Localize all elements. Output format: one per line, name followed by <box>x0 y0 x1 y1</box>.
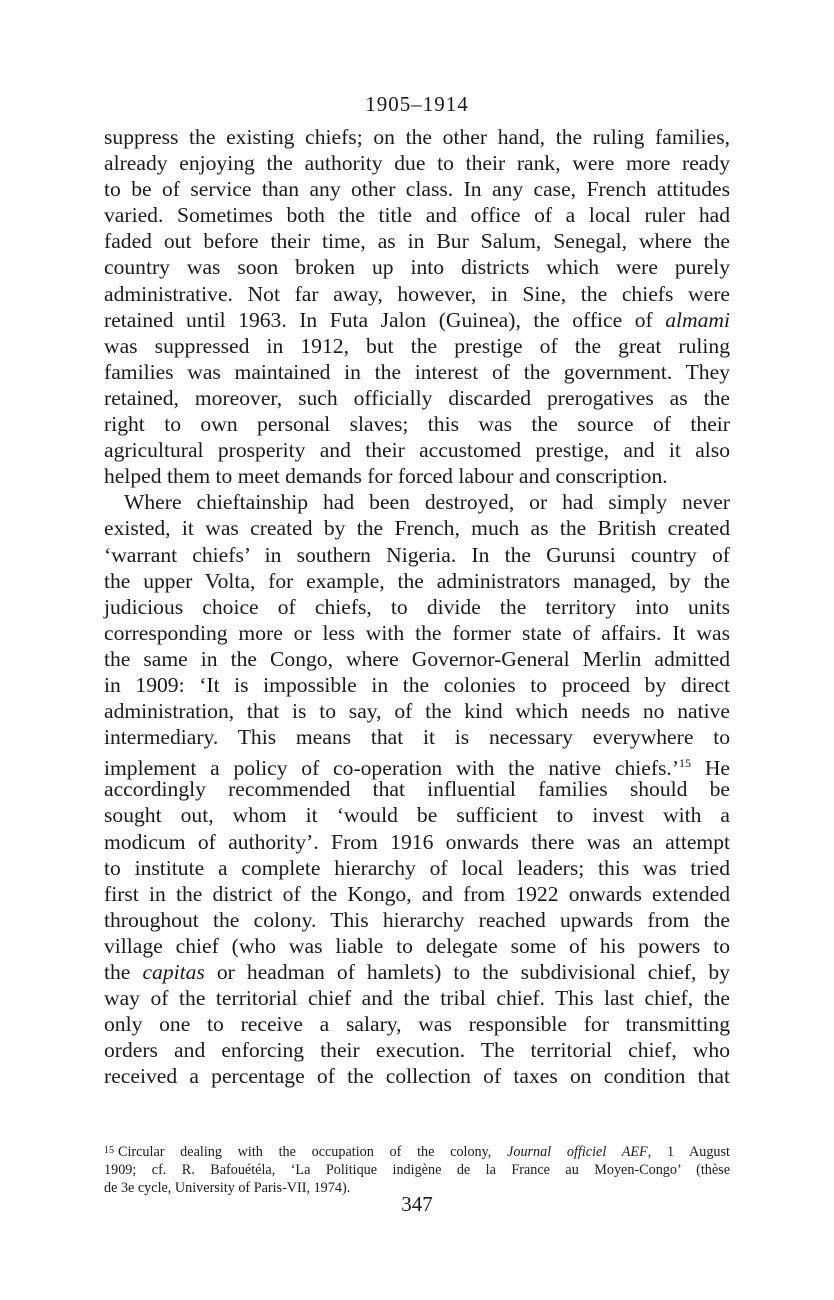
footnote-reference: 15 <box>104 1145 114 1156</box>
text-line: Where chieftainship had been destroyed, or had simply never <box>124 490 730 515</box>
text-line: existed, it was created by the French, much as the British created <box>104 516 730 541</box>
text-line: suppress the existing chiefs; on the other hand, the ruling families, <box>104 125 730 149</box>
text-line: country was soon broken up into districts which were purely <box>104 255 730 280</box>
text-line: families was maintained in the interest of the government. They <box>104 359 730 384</box>
text-line: helped them to meet demands for forced labour and conscription. <box>104 464 668 489</box>
text-line: varied. Sometimes both the title and office of a local ruler had <box>104 203 730 228</box>
text-line: administration, that is to say, of the kind which needs no native <box>104 699 730 724</box>
text-segment: or headman of hamlets) to the subdivisional chief, by <box>204 960 731 984</box>
italic-term: capitas <box>142 960 205 984</box>
text-line: village chief (who was liable to delegate some of his powers to <box>104 933 730 958</box>
text-line: received a percentage of the collection of taxes on condition that <box>104 1064 730 1089</box>
text-segment: the <box>104 960 143 984</box>
text-line: ‘warrant chiefs’ in southern Nigeria. In the Gurunsi country of <box>104 542 730 567</box>
text-line: agricultural prosperity and their accustomed prestige, and it also <box>104 438 730 463</box>
text-line: retained, moreover, such officially discarded prerogatives as the <box>104 385 730 410</box>
text-segment: implement a policy of co-operation with the native chiefs.’ <box>104 756 680 781</box>
text-line: orders and enforcing their execution. The territorial chief, who <box>104 1038 730 1063</box>
text-line: administrative. Not far away, however, in Sine, the chiefs were <box>104 281 730 306</box>
text-line: corresponding more or less with the former state of affairs. It was <box>104 620 730 645</box>
text-line: only one to receive a salary, was responsible for transmitting <box>104 1012 730 1037</box>
text-line: way of the territorial chief and the tribal chief. This last chief, the <box>104 986 730 1011</box>
text-line: accordingly recommended that influential families should be <box>104 777 730 802</box>
text-line: the same in the Congo, where Governor-General Merlin admitted <box>104 646 730 671</box>
text-line: in 1909: ‘It is impossible in the colonies to proceed by direct <box>104 672 730 697</box>
text-line <box>104 307 730 333</box>
text-segment: retained until 1963. In Futa Jalon (Guinea), the office of <box>104 307 666 332</box>
text-segment: de 3e cycle, University of Paris-VII, 1974). <box>104 1180 351 1196</box>
text-line: to be of service than any other class. In any case, French attitudes <box>104 177 730 202</box>
text-line: intermediary. This means that it is necessary everywhere to <box>104 725 730 750</box>
text-line: already enjoying the authority due to their rank, were more ready <box>104 151 730 176</box>
text-line: judicious choice of chiefs, to divide the territory into units <box>104 594 730 619</box>
text-segment: Circular dealing with the occupation of the colony, <box>118 1144 508 1160</box>
footnote-reference: 15 <box>679 756 692 771</box>
text-line <box>104 959 730 985</box>
text-line: the upper Volta, for example, the administrators managed, by the <box>104 568 730 593</box>
text-line <box>104 750 731 781</box>
text-line: first in the district of the Kongo, and from 1922 onwards extended <box>104 881 730 906</box>
text-segment: He <box>691 756 731 781</box>
italic-term: almami <box>665 307 730 332</box>
italic-term: Journal officiel AEF <box>507 1144 648 1160</box>
text-line: right to own personal slaves; this was the source of their <box>104 412 730 437</box>
text-segment: , 1 August <box>647 1144 730 1160</box>
text-line: faded out before their time, as in Bur Salum, Senegal, where the <box>104 229 730 254</box>
footnotes <box>104 1142 730 1198</box>
body-text <box>104 124 730 1089</box>
text-line: sought out, whom it ‘would be sufficient to invest with a <box>104 803 730 828</box>
text-line: was suppressed in 1912, but the prestige of the great ruling <box>104 333 730 358</box>
text-line: throughout the colony. This hierarchy reached upwards from the <box>104 907 730 932</box>
page-number: 347 <box>401 1192 433 1216</box>
text-line: to institute a complete hierarchy of local leaders; this was tried <box>104 855 730 880</box>
text-line: modicum of authority’. From 1916 onwards there was an attempt <box>104 829 730 854</box>
running-head: 1905–1914 <box>365 92 469 116</box>
footnote-line <box>104 1161 730 1180</box>
text-segment: 1909; cf. R. Bafouétéla, ‘La Politique indigène de la France au Moyen-Congo’ (thèse <box>104 1161 730 1178</box>
footnote-line <box>104 1142 730 1161</box>
